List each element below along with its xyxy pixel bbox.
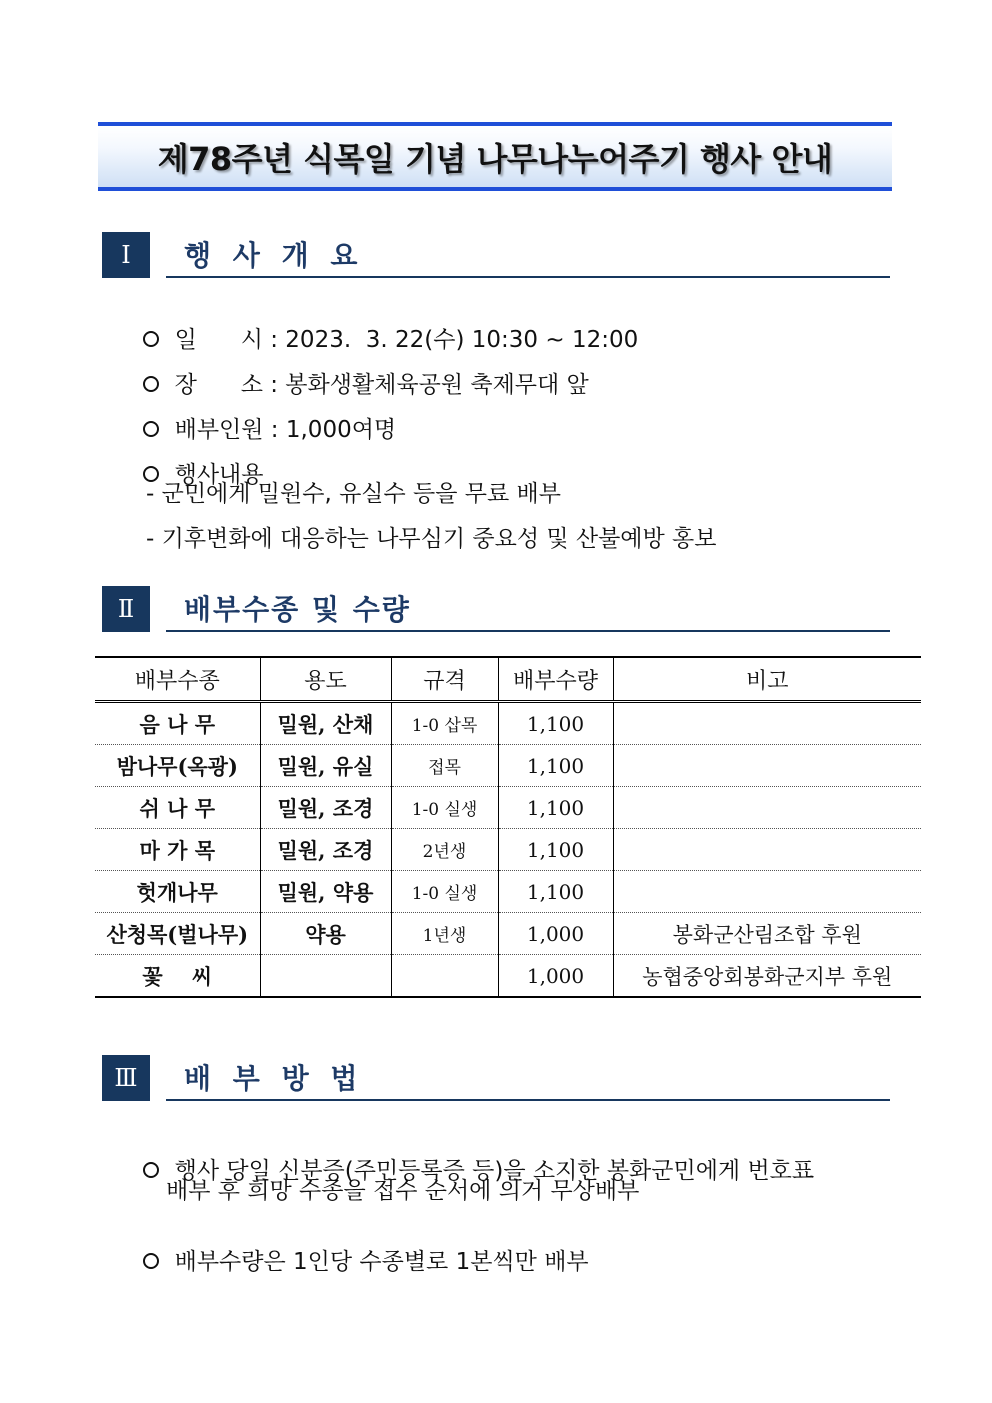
cell-remarks — [613, 829, 921, 871]
cell-spec: 1-0 실생 — [391, 871, 498, 913]
section-title: 배부수종 및 수량 — [184, 593, 411, 626]
section-header-overview — [100, 232, 890, 280]
cell-species: 음 나 무 — [95, 702, 260, 745]
method-item-1-text: 행사 당일 신분증(주민등록증 등)을 소지한 봉화군민에게 번호표 — [174, 1158, 815, 1184]
overview-date-text: 일 시 : 2023. 3. 22(수) 10:30 ~ 12:00 — [174, 327, 639, 353]
section-header-species — [100, 586, 890, 634]
cell-remarks — [613, 787, 921, 829]
overview-people-text: 배부인원 : 1,000여명 — [174, 417, 397, 443]
cell-spec: 1-0 삽목 — [391, 702, 498, 745]
cell-remarks: 봉화군산림조합 후원 — [613, 913, 921, 955]
cell-remarks — [613, 702, 921, 745]
cell-spec: 1-0 실생 — [391, 787, 498, 829]
cell-use — [260, 955, 391, 998]
cell-spec — [391, 955, 498, 998]
section-header-method — [100, 1055, 890, 1103]
cell-quantity: 1,000 — [498, 955, 613, 998]
header-use: 용도 — [260, 657, 391, 702]
cell-use: 약용 — [260, 913, 391, 955]
cell-species: 산청목(벌나무) — [95, 913, 260, 955]
cell-species: 밤나무(옥광) — [95, 745, 260, 787]
cell-use: 밀원, 산채 — [260, 702, 391, 745]
cell-quantity: 1,000 — [498, 913, 613, 955]
cell-species: 헛개나무 — [95, 871, 260, 913]
circle-bullet-icon — [143, 1253, 159, 1269]
table-row — [95, 829, 921, 871]
cell-species: 쉬 나 무 — [95, 787, 260, 829]
overview-place-text: 장 소 : 봉화생활체육공원 축제무대 앞 — [174, 372, 589, 398]
cell-quantity: 1,100 — [498, 702, 613, 745]
cell-use: 밀원, 유실 — [260, 745, 391, 787]
distribution-table — [95, 656, 921, 998]
table-row — [95, 702, 921, 745]
section-title: 행 사 개 요 — [184, 239, 364, 272]
table-header-row — [95, 657, 921, 702]
cell-quantity: 1,100 — [498, 871, 613, 913]
cell-spec: 2년생 — [391, 829, 498, 871]
header-quantity: 배부수량 — [498, 657, 613, 702]
title-banner — [98, 122, 892, 191]
section-number: Ⅲ — [102, 1055, 150, 1101]
overview-content-label: 행사내용 — [174, 462, 264, 488]
overview-content-item: - 기후변화에 대응하는 나무심기 중요성 및 산불예방 홍보 — [146, 526, 717, 552]
header-remarks: 비고 — [613, 657, 921, 702]
cell-quantity: 1,100 — [498, 787, 613, 829]
section-title: 배 부 방 법 — [184, 1062, 364, 1095]
cell-spec: 1년생 — [391, 913, 498, 955]
cell-spec: 접목 — [391, 745, 498, 787]
table-row — [95, 787, 921, 829]
method-item-2 — [128, 1217, 589, 1276]
cell-species: 꽃 씨 — [95, 955, 260, 998]
section-underline — [166, 630, 890, 632]
section-number: Ⅰ — [102, 232, 150, 278]
page-title: 제78주년 식목일 기념 나무나누어주기 행사 안내 — [157, 139, 833, 178]
table-row — [95, 871, 921, 913]
cell-remarks: 농협중앙회봉화군지부 후원 — [613, 955, 921, 998]
section-underline — [166, 276, 890, 278]
table-row — [95, 745, 921, 787]
cell-species: 마 가 목 — [95, 829, 260, 871]
overview-content-item: - 군민에게 밀원수, 유실수 등을 무료 배부 — [146, 481, 561, 507]
section-number: Ⅱ — [102, 586, 150, 632]
cell-quantity: 1,100 — [498, 829, 613, 871]
cell-remarks — [613, 871, 921, 913]
method-item-2-text: 배부수량은 1인당 수종별로 1본씩만 배부 — [174, 1249, 589, 1275]
cell-use: 밀원, 조경 — [260, 787, 391, 829]
header-species: 배부수종 — [95, 657, 260, 702]
cell-quantity: 1,100 — [498, 745, 613, 787]
section-underline — [166, 1099, 890, 1101]
circle-bullet-icon — [143, 1162, 159, 1178]
cell-use: 밀원, 조경 — [260, 829, 391, 871]
table-row — [95, 955, 921, 998]
table-row — [95, 913, 921, 955]
cell-remarks — [613, 745, 921, 787]
method-item-1-continued: 배부 후 희망 수종을 접수 순서에 의거 무상배부 — [166, 1178, 640, 1204]
cell-use: 밀원, 약용 — [260, 871, 391, 913]
header-spec: 규격 — [391, 657, 498, 702]
